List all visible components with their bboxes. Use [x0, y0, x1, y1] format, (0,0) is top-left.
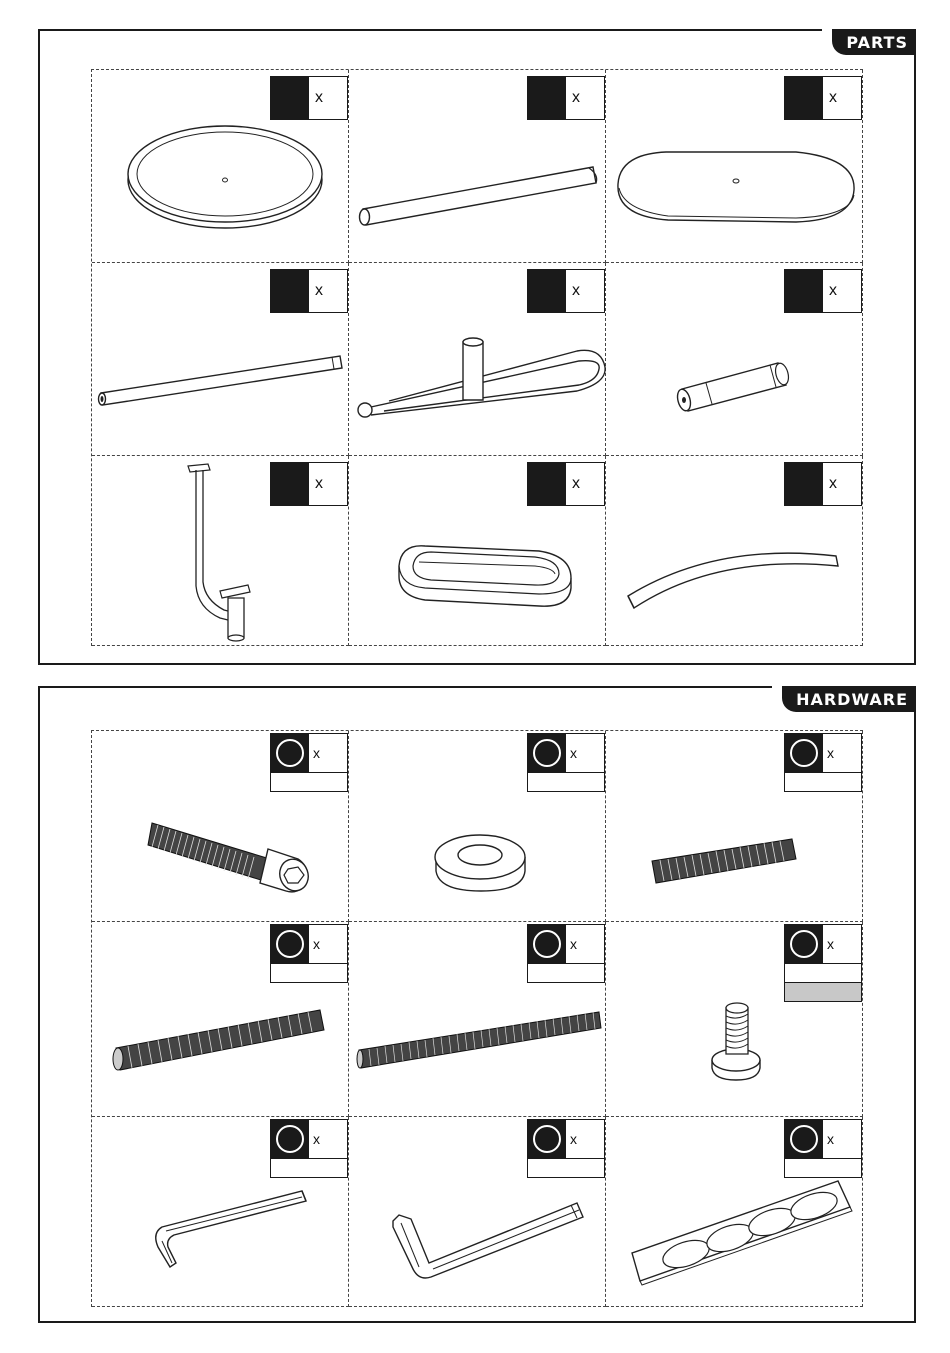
oval-ring-icon	[349, 456, 606, 646]
hardware-cell-9	[606, 1117, 863, 1307]
bent-rod-bracket-icon	[92, 456, 349, 646]
straight-tube-icon	[349, 70, 606, 263]
qty-badge: x	[784, 462, 862, 506]
small-allen-key-icon	[92, 1117, 349, 1307]
part-cell-4	[92, 263, 349, 456]
part-cell-7	[92, 456, 349, 646]
long-tube-icon	[92, 263, 349, 456]
hardware-cell-8	[349, 1117, 606, 1307]
round-disc-base-icon	[92, 70, 349, 263]
qty-badge: x	[527, 1119, 605, 1178]
flange-screw-icon	[606, 922, 863, 1117]
qty-badge: x	[527, 733, 605, 792]
hardware-cell-6	[606, 922, 863, 1117]
qty-badge: x	[270, 462, 348, 506]
hardware-cell-7	[92, 1117, 349, 1307]
qty-badge: x	[270, 924, 348, 983]
qty-badge: x	[784, 733, 862, 792]
threaded-rod-icon	[92, 922, 349, 1117]
part-cell-3	[606, 70, 863, 263]
qty-badge: x	[527, 76, 605, 120]
qty-badge: x	[270, 269, 348, 313]
parts-grid	[91, 69, 863, 646]
hardware-cell-2	[349, 731, 606, 922]
hardware-cell-1	[92, 731, 349, 922]
hardware-cell-4	[92, 922, 349, 1117]
short-cylinder-icon	[606, 263, 863, 456]
qty-badge: x	[527, 924, 605, 983]
qty-badge: x	[784, 269, 862, 313]
socket-cap-bolt-icon	[92, 731, 349, 922]
part-cell-9	[606, 456, 863, 646]
short-threaded-rod-icon	[606, 731, 863, 922]
qty-badge: x	[784, 76, 862, 120]
parts-section-tab: PARTS	[832, 29, 916, 55]
qty-badge: x	[270, 76, 348, 120]
qty-badge: x	[527, 462, 605, 506]
qty-badge: x	[270, 1119, 348, 1178]
oval-plate-icon	[606, 70, 863, 263]
part-cell-2	[349, 70, 606, 263]
qty-badge: x	[784, 1119, 862, 1178]
qty-badge: x	[270, 733, 348, 792]
hardware-cell-5	[349, 922, 606, 1117]
hardware-cell-3	[606, 731, 863, 922]
qty-badge: x	[527, 269, 605, 313]
hardware-grid	[91, 730, 863, 1307]
washer-icon	[349, 731, 606, 922]
felt-pads-sheet-icon	[606, 1117, 863, 1307]
large-allen-key-icon	[349, 1117, 606, 1307]
u-frame-with-post-icon	[349, 263, 606, 456]
part-cell-6	[606, 263, 863, 456]
part-cell-8	[349, 456, 606, 646]
qty-badge: x	[784, 924, 862, 1002]
part-cell-1	[92, 70, 349, 263]
part-cell-5	[349, 263, 606, 456]
long-threaded-rod-icon	[349, 922, 606, 1117]
curved-strip-icon	[606, 456, 863, 646]
hardware-section-tab: HARDWARE	[782, 686, 916, 712]
